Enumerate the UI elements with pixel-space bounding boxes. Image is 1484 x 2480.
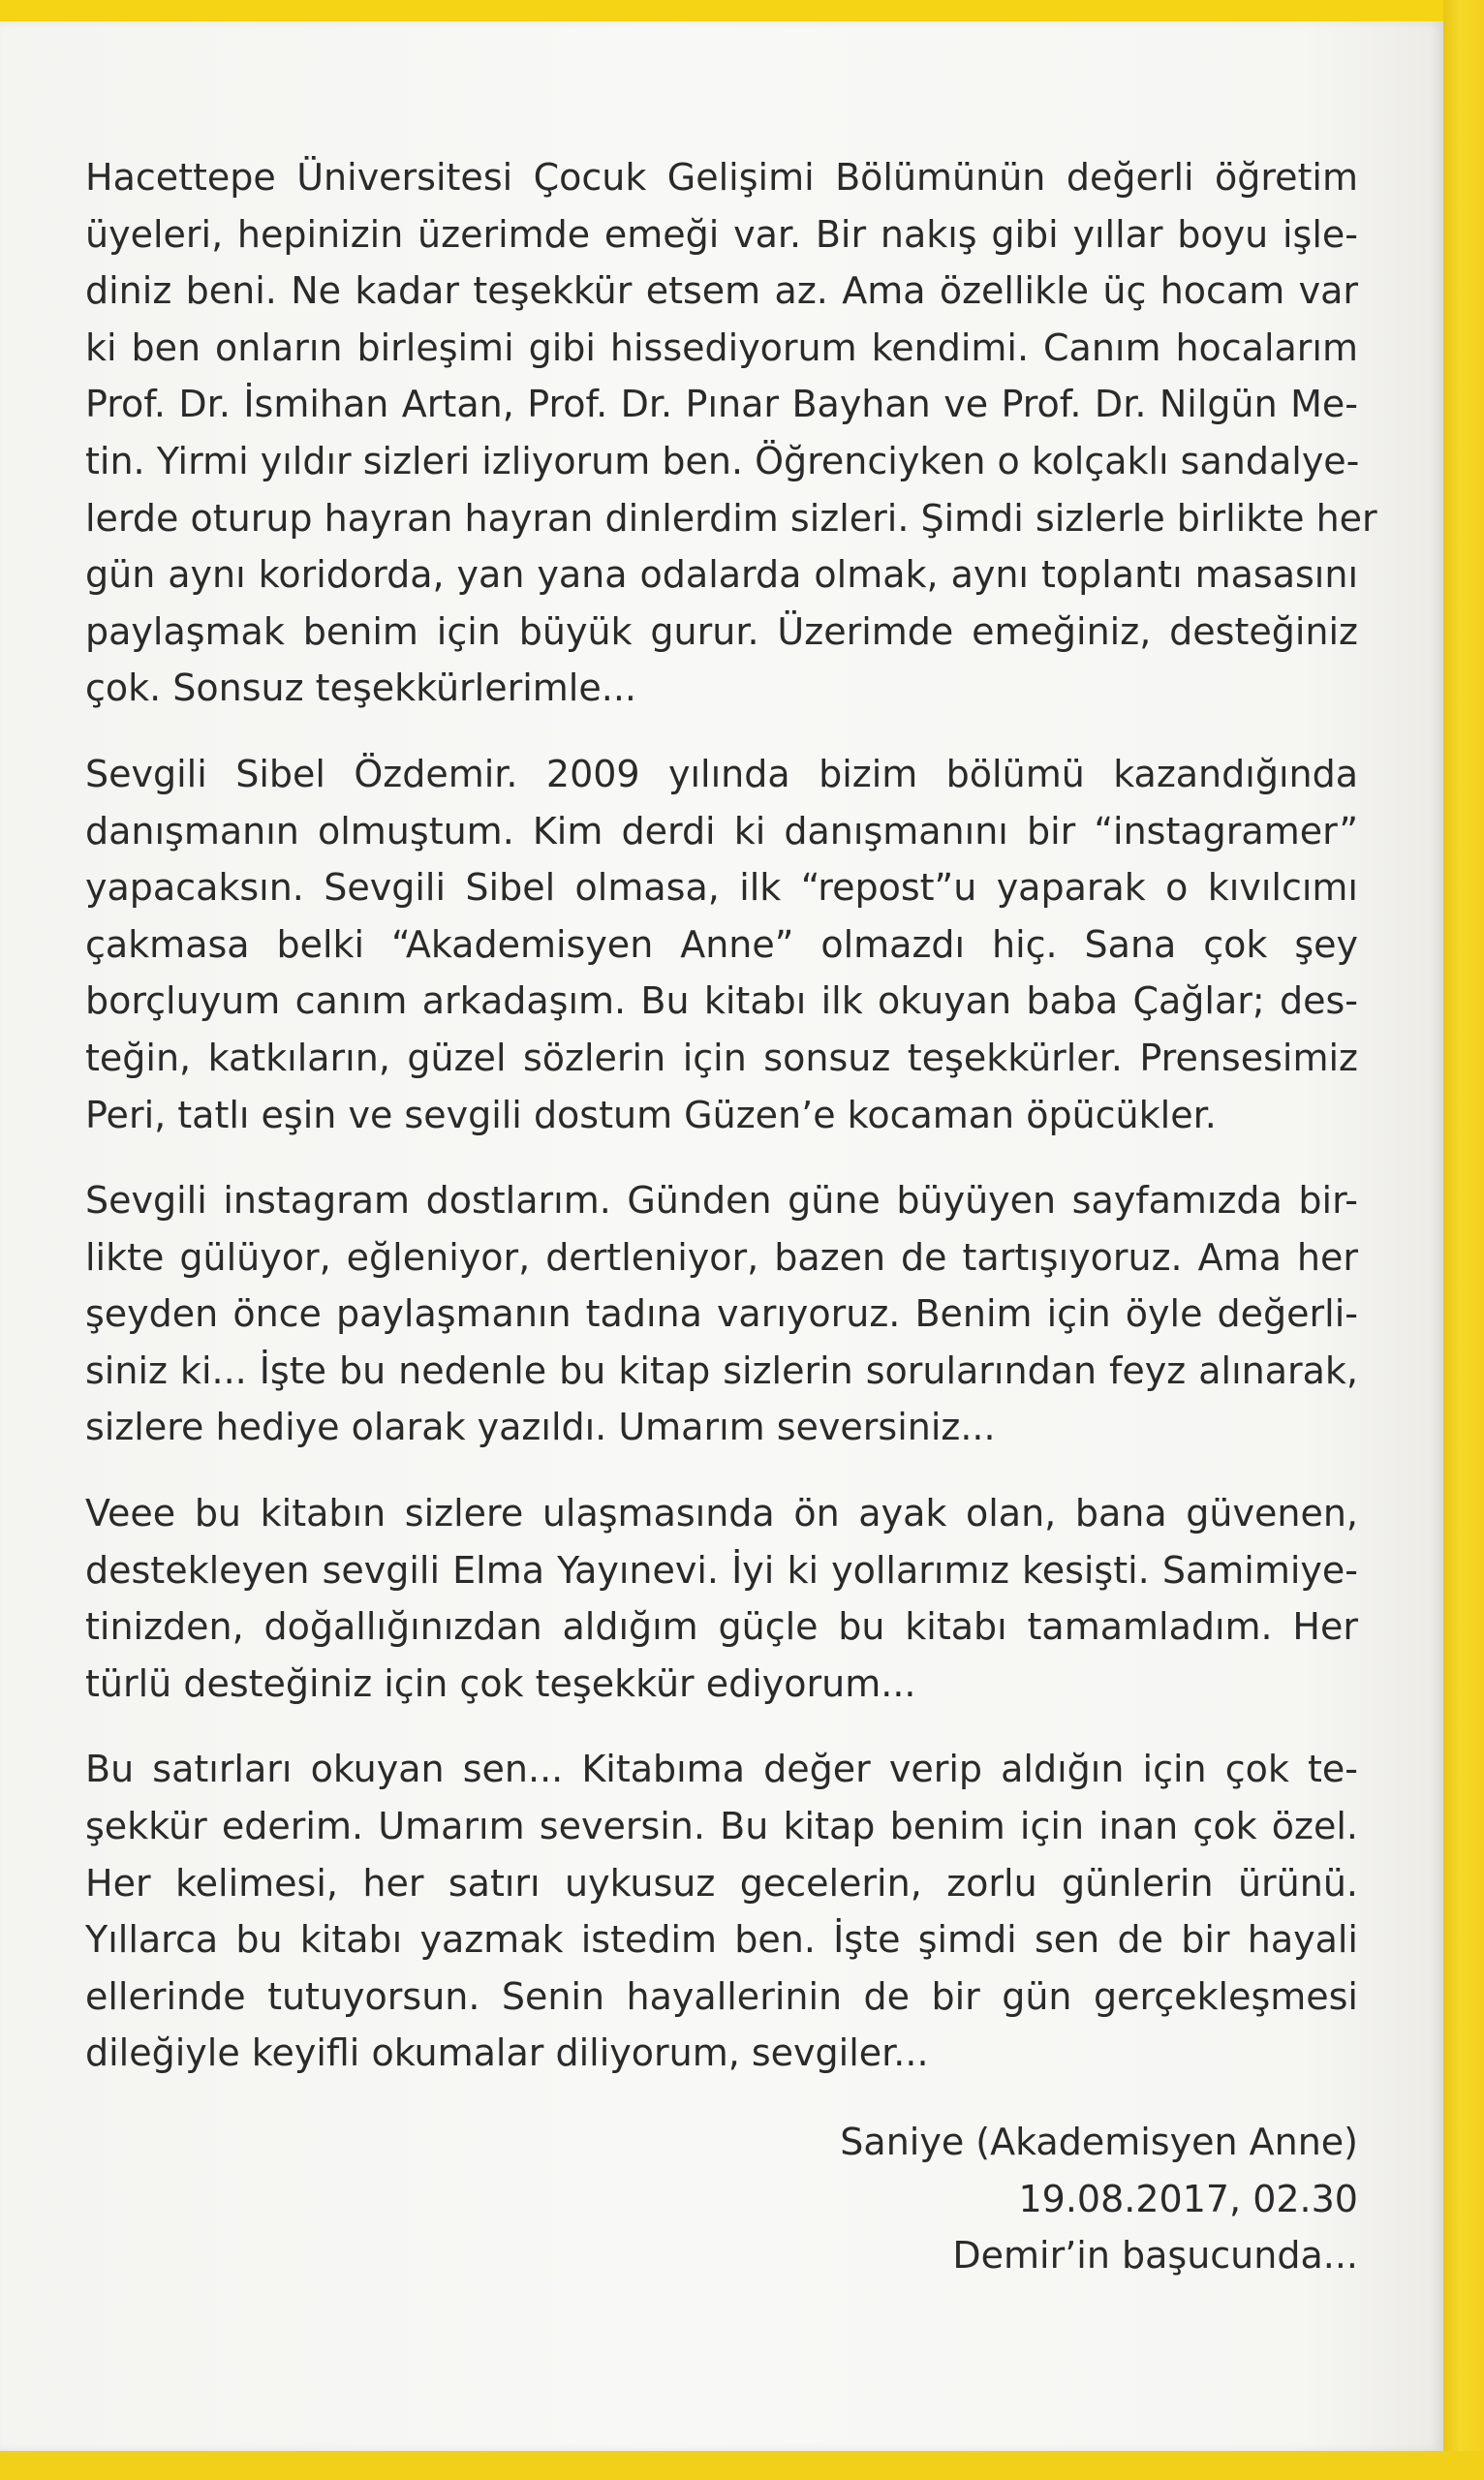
signature-name: Saniye (Akademisyen Anne): [840, 2121, 1358, 2163]
text-line: Prof. Dr. İsmihan Artan, Prof. Dr. Pınar Bayhan ve Prof. Dr. Nilgün Me-: [85, 383, 1358, 426]
text-line: Sevgili Sibel Özdemir. 2009 yılında bizim bölümü kazandığında: [85, 752, 1358, 795]
text-line: Sevgili instagram dostlarım. Günden güne büyüyen sayfamızda bir-: [85, 1179, 1358, 1223]
text-line: yapacaksın. Sevgili Sibel olmasa, ilk “repost”u yaparak o kıvılcımı: [85, 866, 1358, 910]
text-line: şeyden önce paylaşmanın tadına varıyoruz. Benim için öyle değerli-: [85, 1292, 1358, 1336]
text-line: çok. Sonsuz teşekkürlerimle...: [85, 666, 636, 710]
text-line: Bu satırları okuyan sen... Kitabıma değer verip aldığın için çok te-: [85, 1748, 1358, 1791]
book-cover-edge-right: [1443, 0, 1484, 2480]
text-line: paylaşmak benim için büyük gurur. Üzerimde emeğiniz, desteğiniz: [85, 609, 1358, 653]
text-line: dileğiyle keyifli okumalar diliyorum, sevgiler...: [85, 2031, 929, 2075]
paragraph: [85, 1172, 1358, 1456]
signature-place: Demir’in başucunda...: [952, 2234, 1358, 2278]
text-line: ellerinde tutuyorsun. Senin hayallerinin de bir gün gerçekleşmesi: [85, 1974, 1358, 2018]
book-cover-edge-bottom: [0, 2451, 1484, 2480]
text-line: Her kelimesi, her satırı uykusuz gecelerin, zorlu günlerin ürünü.: [85, 1861, 1358, 1905]
signature-block: [486, 2114, 1358, 2284]
text-line: Hacettepe Üniversitesi Çocuk Gelişimi Bölümünün değerli öğretim: [85, 156, 1358, 199]
text-line: üyeleri, hepinizin üzerimde emeği var. Bir nakış gibi yıllar boyu işle-: [85, 212, 1358, 256]
text-line: borçluyum canım arkadaşım. Bu kitabı ilk okuyan baba Çağlar; des-: [85, 979, 1358, 1023]
paragraph: [85, 149, 1377, 717]
text-line: likte gülüyor, eğleniyor, dertleniyor, bazen de tartışıyoruz. Ama her: [85, 1235, 1358, 1279]
text-line: türlü desteğiniz için çok teşekkür ediyorum...: [85, 1661, 916, 1705]
text-line: siniz ki... İşte bu nedenle bu kitap sizlerin sorularından feyz alınarak,: [85, 1348, 1358, 1392]
book-page: [0, 21, 1443, 2451]
text-line: diniz beni. Ne kadar teşekkür etsem az. Ama özellikle üç hocam var: [85, 269, 1358, 313]
text-line: Peri, tatlı eşin ve sevgili dostum Güzen’e kocaman öpücükler.: [85, 1093, 1217, 1136]
paragraph: [85, 1741, 1358, 2082]
book-cover-edge-top: [0, 0, 1484, 21]
text-line: ki ben onların birleşimi gibi hissediyorum kendimi. Canım hocalarım: [85, 326, 1358, 369]
text-line: sizlere hediye olarak yazıldı. Umarım seversiniz...: [85, 1406, 996, 1449]
text-line: teğin, katkıların, güzel sözlerin için sonsuz teşekkürler. Prensesimiz: [85, 1036, 1358, 1079]
paragraph: [85, 1485, 1358, 1712]
text-line: çakmasa belki “Akademisyen Anne” olmazdı hiç. Sana çok şey: [85, 922, 1358, 966]
page-text: [85, 149, 1377, 2111]
signature-date: 19.08.2017, 02.30: [1018, 2177, 1358, 2220]
text-line: şekkür ederim. Umarım seversin. Bu kitap benim için inan çok özel.: [85, 1805, 1358, 1848]
text-line: gün aynı koridorda, yan yana odalarda olmak, aynı toplantı masasını: [85, 553, 1358, 597]
text-line: Veee bu kitabın sizlere ulaşmasında ön ayak olan, bana güvenen,: [85, 1492, 1358, 1535]
text-line: tinizden, doğallığınızdan aldığım güçle bu kitabı tamamladım. Her: [85, 1605, 1358, 1649]
paragraph: [85, 746, 1358, 1143]
text-line: danışmanın olmuştum. Kim derdi ki danışmanını bir “instagramer”: [85, 809, 1358, 852]
text-line: tin. Yirmi yıldır sizleri izliyorum ben. Öğrenciyken o kolçaklı sandalye-: [85, 439, 1360, 482]
text-line: Yıllarca bu kitabı yazmak istedim ben. İşte şimdi sen de bir hayali: [85, 1918, 1358, 1962]
text-line: lerde oturup hayran hayran dinlerdim sizleri. Şimdi sizlerle birlikte her: [85, 496, 1377, 540]
text-line: destekleyen sevgili Elma Yayınevi. İyi ki yollarımız kesişti. Samimiye-: [85, 1548, 1358, 1592]
